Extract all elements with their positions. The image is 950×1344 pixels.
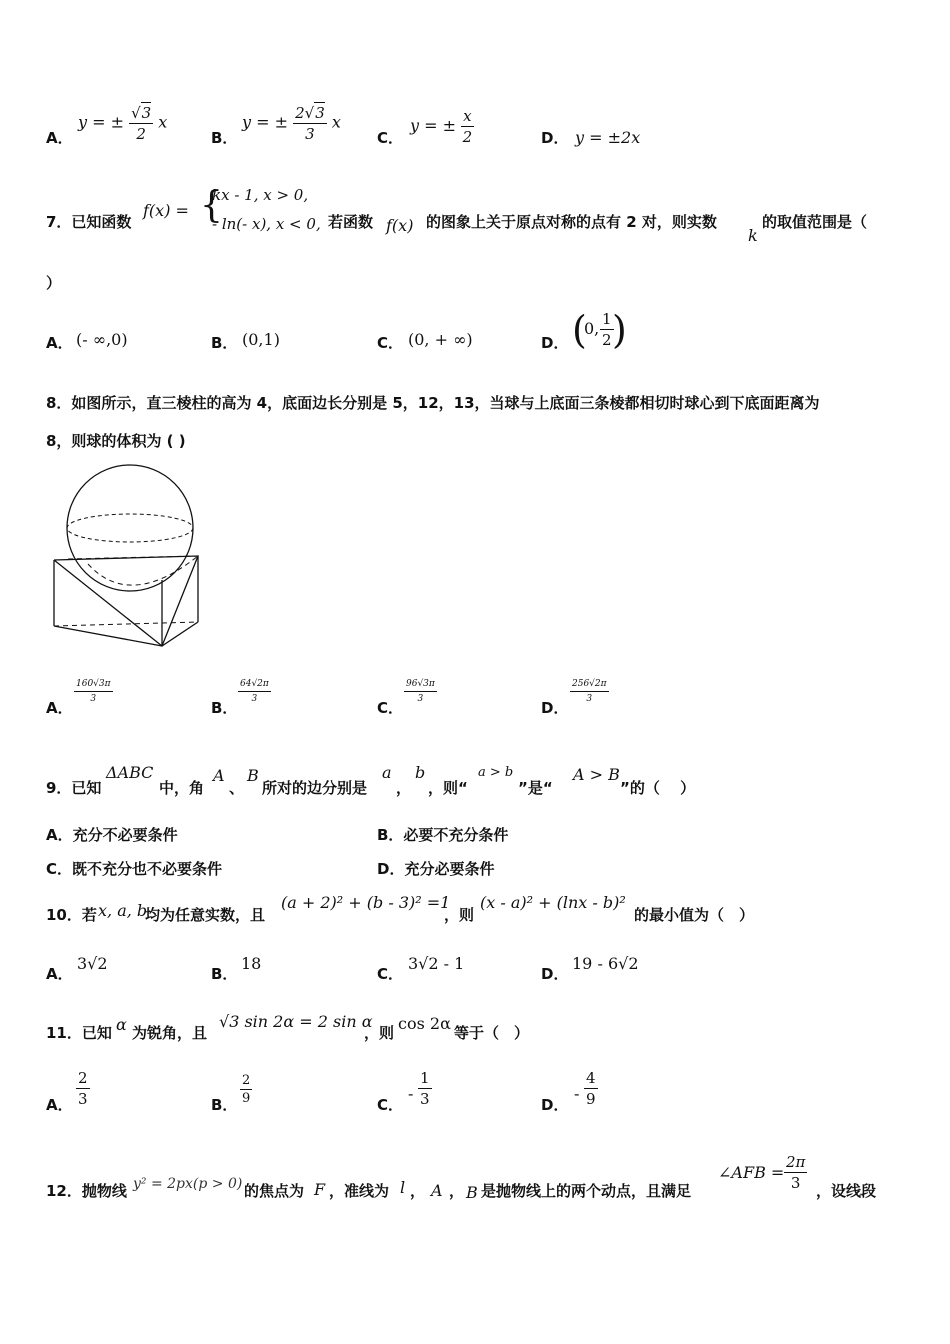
q8-option-b-label: B．	[211, 699, 238, 717]
q9-text: 9．已知	[46, 779, 102, 797]
q12-angle: ∠AFB =	[718, 1163, 785, 1182]
q10-option-d-expr: 19 - 6√2	[572, 954, 639, 973]
q9-triangle: ΔABC	[106, 763, 154, 782]
q7-option-d-frac: $\frac{1}{2}$	[602, 310, 612, 349]
q7-brace: {	[200, 185, 223, 226]
q7-option-b-label: B．	[211, 334, 238, 352]
q12-t6: 是抛物线上的两个动点，且满足	[481, 1182, 692, 1200]
q9-t4: 所对的边分别是	[262, 779, 368, 797]
q10-t3: ，则	[444, 906, 475, 924]
q8-line1: 8．如图所示，直三棱柱的高为 4，底面边长分别是 5，12，13，当球与上底面三条棱都相切时球心到下底面距离为	[46, 394, 820, 412]
q7-func: f(x) =	[143, 201, 189, 220]
q11-option-b-label: B．	[211, 1096, 238, 1114]
q11-option-c-expr: $\frac{1}{3}$	[420, 1069, 430, 1108]
q9-t5: ，	[396, 779, 412, 797]
q9-t2: 中，角	[159, 779, 205, 797]
q8-option-a-label: A．	[46, 699, 73, 717]
q7-option-b-expr: (0,1)	[242, 330, 280, 349]
q8-line2: 8，则球的体积为 ( )	[46, 432, 186, 450]
q8-option-d-expr: $\frac{256√2\pi}{3}$	[572, 679, 607, 704]
q11-t4: 等于（ ）	[454, 1024, 530, 1042]
q9-option-b: B．必要不充分条件	[377, 826, 509, 844]
q6-option-a-label: A．	[46, 129, 73, 147]
q7-option-c-expr: (0, + ∞)	[408, 330, 473, 349]
q9-side-b: b	[415, 763, 426, 782]
q9-angle-B: B	[247, 766, 259, 785]
q12-focus-F: F	[314, 1180, 326, 1199]
q8-option-a-expr: $\frac{160√3\pi}{3}$	[76, 679, 111, 704]
q7-case2: - ln(- x), x < 0,	[212, 215, 321, 233]
q10-option-b-label: B．	[211, 965, 238, 983]
q11-t2: 为锐角，且	[132, 1024, 208, 1042]
q10-t1: 10．若	[46, 906, 97, 924]
q10-t4: 的最小值为（ ）	[634, 906, 755, 924]
q12-directrix-l: l	[400, 1178, 406, 1197]
q10-option-d-label: D．	[541, 965, 569, 983]
q10-option-c-label: C．	[377, 965, 404, 983]
q7-option-a-expr: (- ∞,0)	[76, 330, 128, 349]
q11-expression: cos 2α	[398, 1014, 451, 1033]
q7-option-c-label: C．	[377, 334, 404, 352]
q9-angle-A: A	[213, 766, 225, 785]
q12-t4: ，	[410, 1182, 426, 1200]
q6-option-b-expr: y = ± $\frac{2√3}{3}$ x	[242, 104, 341, 143]
q12-equation: y² = 2px(p > 0)	[133, 1176, 243, 1192]
q7-option-d-expr: 0,	[584, 319, 600, 338]
q9-side-a: a	[382, 763, 392, 782]
q11-option-d-expr: $\frac{4}{9}$	[586, 1069, 596, 1108]
q9-cond2: A > B	[573, 765, 620, 784]
q8-option-b-expr: $\frac{64√2\pi}{3}$	[240, 679, 269, 704]
q12-t5: ，	[449, 1182, 465, 1200]
q9-t6: ，则“	[428, 779, 468, 797]
q6-option-a-expr: y = ± $\frac{√3}{2}$ x	[78, 104, 168, 143]
prism-top	[54, 556, 198, 646]
q10-option-a-expr: 3√2	[77, 954, 108, 973]
q6-option-c-label: C．	[377, 129, 404, 147]
q12-point-A: A	[431, 1181, 443, 1200]
q10-vars: x, a, b	[98, 901, 148, 920]
q9-t3: 、	[229, 779, 245, 797]
q10-option-c-expr: 3√2 - 1	[408, 954, 465, 973]
q7-text-mid2: 的图象上关于原点对称的点有 2 对，则实数	[426, 213, 717, 231]
q11-equation: √3 sin 2α = 2 sin α	[219, 1012, 373, 1031]
q7-var-k: k	[748, 226, 758, 245]
q6-option-d-expr: y = ±2x	[575, 128, 641, 147]
q12-t7: ，设线段	[816, 1182, 877, 1200]
prism-bottom-front	[54, 626, 162, 646]
sphere-outline	[67, 465, 193, 591]
q10-equation: (a + 2)² + (b - 3)² =1	[281, 893, 451, 912]
q8-option-c-label: C．	[377, 699, 404, 717]
q7-func2: f(x)	[386, 216, 414, 235]
q11-option-c-label: C．	[377, 1096, 404, 1114]
q10-option-b-expr: 18	[241, 954, 262, 973]
q7-option-d-rparen: )	[612, 308, 627, 352]
q9-option-a: A．充分不必要条件	[46, 826, 178, 844]
q7-prefix: 7．已知函数	[46, 213, 132, 231]
q6-option-c-expr: y = ± $\frac{x}{2}$	[410, 107, 473, 146]
q7-text-mid: 若函数	[328, 213, 374, 231]
q12-t1: 12．抛物线	[46, 1182, 127, 1200]
q12-point-B: B	[466, 1183, 478, 1202]
q11-t1: 11．已知	[46, 1024, 112, 1042]
q11-option-d-label: D．	[541, 1096, 569, 1114]
q9-option-d: D．充分必要条件	[377, 860, 495, 878]
q8-option-d-label: D．	[541, 699, 569, 717]
q7-option-d-lparen: (	[572, 308, 587, 352]
q12-angle-value: $\frac{2\pi}{3}$	[786, 1153, 806, 1192]
q12-t3: ，准线为	[329, 1182, 390, 1200]
q8-option-c-expr: $\frac{96√3\pi}{3}$	[406, 679, 435, 704]
q7-case1: kx - 1, x > 0,	[212, 186, 309, 204]
q7-option-d-label: D．	[541, 334, 569, 352]
q11-alpha: α	[116, 1015, 127, 1034]
q7-close: ）	[46, 274, 62, 292]
q11-option-d-sign: -	[574, 1084, 580, 1103]
q11-option-a-expr: $\frac{2}{3}$	[78, 1069, 88, 1108]
q11-t3: ，则	[364, 1024, 395, 1042]
prism-bottom-back	[54, 622, 198, 626]
q11-option-c-sign: -	[408, 1084, 414, 1103]
q10-t2: 均为任意实数，且	[145, 906, 266, 924]
q6-option-d-label: D．	[541, 129, 569, 147]
q12-t2: 的焦点为	[244, 1182, 305, 1200]
q10-expression: (x - a)² + (lnx - b)²	[480, 893, 626, 912]
q9-t7: ”是“	[518, 779, 553, 797]
q9-cond1: a > b	[478, 765, 514, 780]
q10-option-a-label: A．	[46, 965, 73, 983]
q8-prism-sphere-figure	[48, 460, 208, 655]
q11-option-a-label: A．	[46, 1096, 73, 1114]
q7-option-a-label: A．	[46, 334, 73, 352]
sphere-hidden-arc	[88, 556, 198, 585]
q6-option-b-label: B．	[211, 129, 238, 147]
q11-option-b-expr: $\frac{2}{9}$	[242, 1073, 251, 1106]
q9-option-c: C．既不充分也不必要条件	[46, 860, 223, 878]
sphere-equator	[67, 514, 193, 542]
q9-t8: ”的（ ）	[620, 779, 696, 797]
q7-text-end: 的取值范围是（	[762, 213, 868, 231]
